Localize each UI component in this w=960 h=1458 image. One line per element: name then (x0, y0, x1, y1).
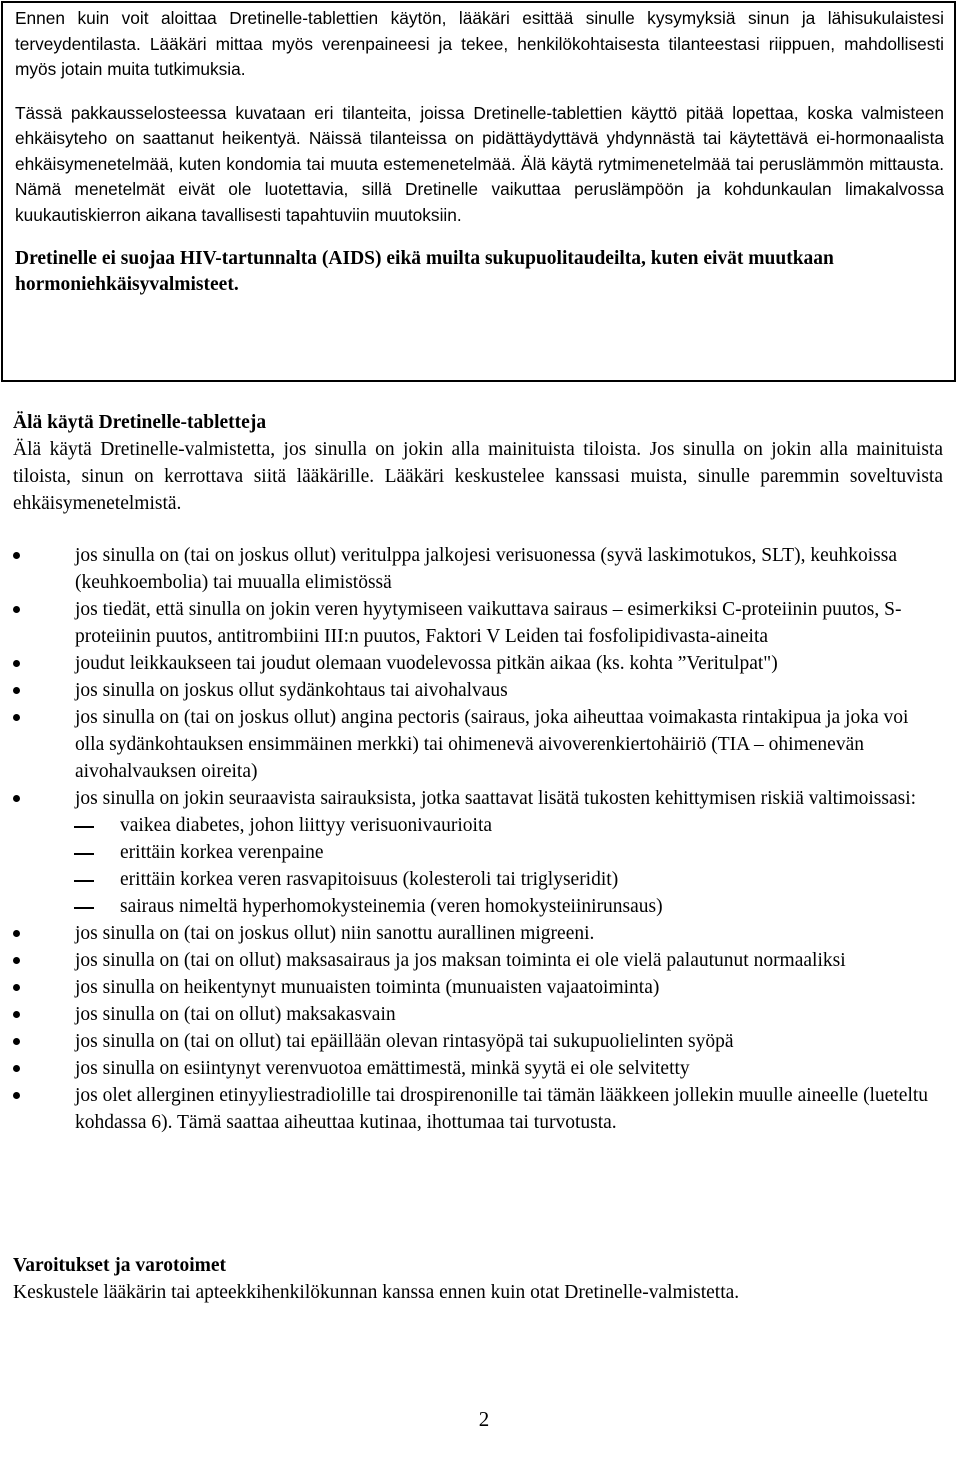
list-item: jos sinulla on (tai on joskus ollut) angina pectoris (sairaus, joka aiheuttaa voimakasta rintakipua ja joka voi olla sydänkohtauksen ensimmäinen merkki) tai ohimenevä aivoverenkiertohäiriö (TIA – ohimenevän aivohalvauksen oireita) (0, 704, 960, 785)
risk-factor-sublist (75, 812, 940, 920)
do-not-use-heading: Älä käytä Dretinelle-tabletteja (13, 412, 267, 433)
list-item: jos sinulla on (tai on ollut) maksakasvain (0, 1001, 960, 1028)
bullet-icon (13, 714, 20, 721)
warnings-section (13, 1252, 943, 1306)
page-number: 2 (478, 1407, 490, 1431)
bullet-icon (13, 1065, 20, 1072)
bullet-icon (13, 930, 20, 937)
dash-icon (74, 880, 94, 882)
sub-list-item: erittäin korkea verenpaine (75, 839, 940, 866)
bullet-icon (13, 984, 20, 991)
info-box (1, 1, 956, 382)
bullet-icon (13, 552, 20, 559)
contraindication-list (0, 542, 960, 1136)
list-item: jos sinulla on esiintynyt verenvuotoa emättimestä, minkä syytä ei ole selvitetty (0, 1055, 960, 1082)
warnings-heading: Varoitukset ja varotoimet (13, 1255, 227, 1276)
list-item: jos sinulla on (tai on ollut) maksasairaus ja jos maksan toiminta ei ole vielä palautunut normaaliksi (0, 947, 960, 974)
sub-list-item: vaikea diabetes, johon liittyy verisuonivaurioita (75, 812, 940, 839)
list-item: jos tiedät, että sinulla on jokin veren hyytymiseen vaikuttava sairaus – esimerkiksi C-proteiinin puutos, S-proteiinin puutos, antitrombiini III:n puutos, Faktori V Leiden tai fosfolipidivasta-aineita (0, 596, 960, 650)
list-item: joudut leikkaukseen tai joudut olemaan vuodelevossa pitkän aikaa (ks. kohta ”Veritulpat") (0, 650, 960, 677)
bullet-icon (13, 957, 20, 964)
bullet-icon (13, 606, 20, 613)
bullet-icon (13, 1011, 20, 1018)
list-item: jos sinulla on (tai on joskus ollut) veritulppa jalkojesi verisuonessa (syvä laskimotukos, SLT), keuhkoissa (keuhkoembolia) tai muualla elimistössä (0, 542, 960, 596)
dash-icon (74, 853, 94, 855)
bullet-icon (13, 687, 20, 694)
sub-list-item: sairaus nimeltä hyperhomokysteinemia (veren homokysteiinirunsaus) (75, 893, 940, 920)
info-paragraph-1: Ennen kuin voit aloittaa Dretinelle-tablettien käytön, lääkäri esittää sinulle kysymyksiä sinun ja lähisukulaistesi terveydentilasta. Lääkäri mittaa myös verenpaineesi ja tekee, henkilökohtaisesta tilanteestasi riippuen, mahdollisesti myös jotain muita tutkimuksia. (15, 8, 944, 79)
list-item: jos olet allerginen etinyyliestradiolille tai drospirenonille tai tämän lääkkeen jollekin muulle aineelle (lueteltu kohdassa 6). Tämä saattaa aiheuttaa kutinaa, ihottumaa tai turvotusta. (0, 1082, 960, 1136)
bullet-icon (13, 795, 20, 802)
dash-icon (74, 826, 94, 828)
list-item: jos sinulla on (tai on joskus ollut) niin sanottu aurallinen migreeni. (0, 920, 960, 947)
info-paragraph-2: Tässä pakkausselosteessa kuvataan eri tilanteita, joissa Dretinelle-tablettien käyttö pitää lopettaa, koska valmisteen ehkäisyteho on saattanut heikentyä. Näissä tilanteissa on pidättäydyttävä yhdynnästä tai käytettävä ei-hormonaalista ehkäisymenetelmää, kuten kondomia tai muuta estemenetelmää. Älä käytä rytmimenetelmää tai peruslämmön mittausta. Nämä menetelmät eivät ole luotettavia, sillä Dretinelle vaikuttaa peruslämpöön ja kohdunkaulan limakalvossa kuukautiskierron aikana tavallisesti tapahtuviin muutoksiin. (15, 102, 944, 225)
hiv-warning: Dretinelle ei suojaa HIV-tartunnalta (AIDS) eikä muilta sukupuolitaudeilta, kuten eivät muutkaan hormoniehkäisyvalmisteet. (15, 248, 834, 295)
list-item: jos sinulla on heikentynyt munuaisten toiminta (munuaisten vajaatoiminta) (0, 974, 960, 1001)
dash-icon (74, 907, 94, 909)
do-not-use-intro: Älä käytä Dretinelle-valmistetta, jos sinulla on jokin alla mainituista tiloista. Jos sinulla on jokin alla mainituista tiloista, sinun on kerrottava siitä lääkärille. Lääkäri keskustelee kanssasi muista, sinulle paremmin soveltuvista ehkäisymenetelmistä. (13, 439, 943, 514)
warnings-text: Keskustele lääkärin tai apteekkihenkilökunnan kanssa ennen kuin otat Dretinelle-valmistetta. (13, 1282, 740, 1303)
do-not-use-section (13, 409, 943, 517)
list-item: jos sinulla on joskus ollut sydänkohtaus tai aivohalvaus (0, 677, 960, 704)
list-item: jos sinulla on (tai on ollut) tai epäillään olevan rintasyöpä tai sukupuolielinten syöpä (0, 1028, 960, 1055)
bullet-icon (13, 1038, 20, 1045)
list-item: jos sinulla on jokin seuraavista sairauksista, jotka saattavat lisätä tukosten kehittymisen riskiä valtimoissasi: vaikea diabetes, johon liittyy verisuonivaurioita erittäin korkea verenpaine erittäin korkea veren rasvapitoisuus (kolesteroli tai triglyseridit) sairaus nimeltä hyperhomokysteinemia (veren homokysteiinirunsaus) (0, 785, 960, 920)
bullet-icon (13, 660, 20, 667)
bullet-icon (13, 1092, 20, 1099)
sub-list-item: erittäin korkea veren rasvapitoisuus (kolesteroli tai triglyseridit) (75, 866, 940, 893)
